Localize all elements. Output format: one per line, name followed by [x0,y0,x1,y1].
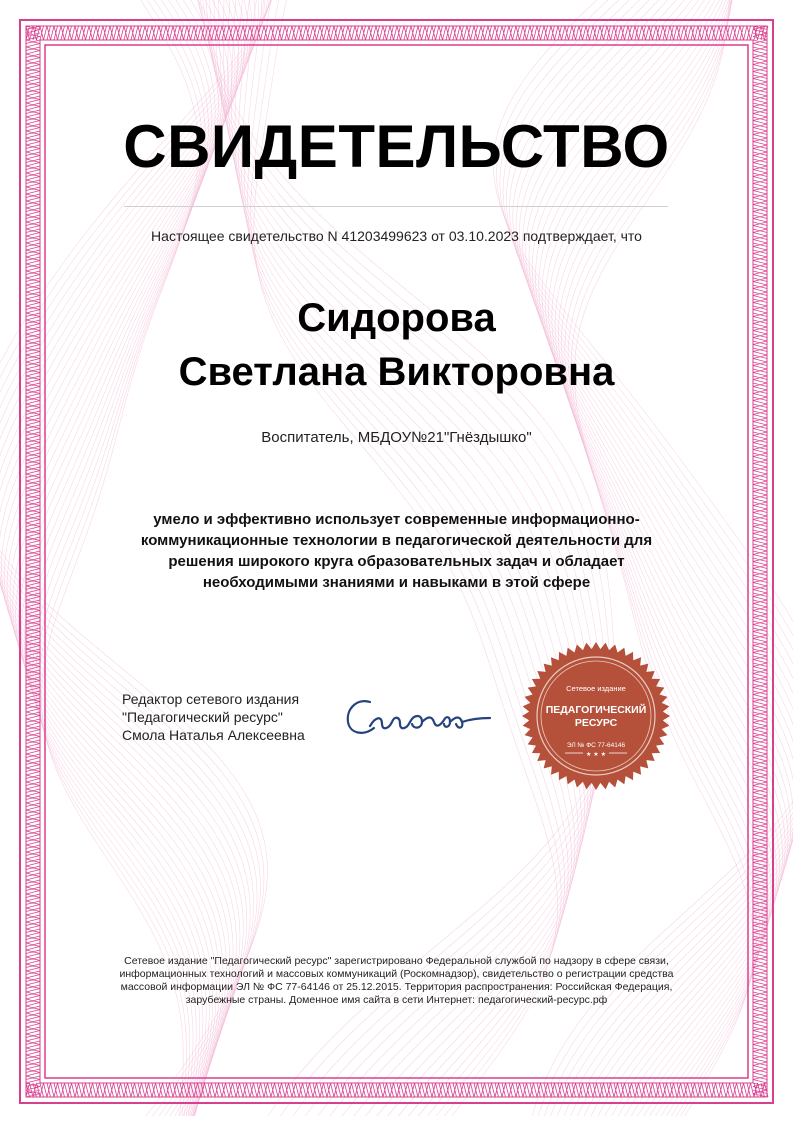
seal-name-line1: ПЕДАГОГИЧЕСКИЙ [545,704,647,716]
recipient-given-names: Светлана Викторовна [178,350,615,394]
seal-registration-number: ЭЛ № ФС 77-64146 [566,742,626,749]
editor-role: Редактор сетевого издания [122,691,300,707]
seal-top-text: Сетевое издание [566,684,626,693]
editor-block [122,690,305,744]
seal-name-line2: РЕСУРС [574,717,618,729]
recipient-position: Воспитатель, МБДОУ№21"Гнёздышко" [261,429,532,446]
certificate-statement: умело и эффективно использует современные информационно-коммуникационные технологии в педагогической деятельности для решения широкого круга образовательных задач и обладает необходимыми знаниями и навыками в этой сфере [140,511,653,591]
seal-serrated-edge [522,642,670,790]
certificate-intro: Настоящее свидетельство N 41203499623 от 03.10.2023 подтверждает, что [151,228,642,244]
editor-signature [340,686,500,748]
recipient-surname: Сидорова [297,296,496,340]
title-divider [124,206,668,207]
editor-publication: "Педагогический ресурс" [122,709,283,725]
certificate-title: СВИДЕТЕЛЬСТВО [123,113,670,180]
publication-seal [521,641,671,791]
registration-footer: Сетевое издание "Педагогический ресурс" зарегистрировано Федеральной службой по надзору в сфере связи, информационных технологий и массовых коммуникаций (Роскомнадзор), свидетельство о регистрации средства массовой информации ЭЛ № ФС 77-64146 от 25.12.2015. Территория распространения: Российская Федерация, зарубежные страны. Доменное имя сайта в сети Интернет: педагогический-ресурс.рф [119,955,674,1006]
editor-name: Смола Наталья Алексеевна [122,727,305,743]
seal-stars: ★ ★ ★ [586,751,606,758]
